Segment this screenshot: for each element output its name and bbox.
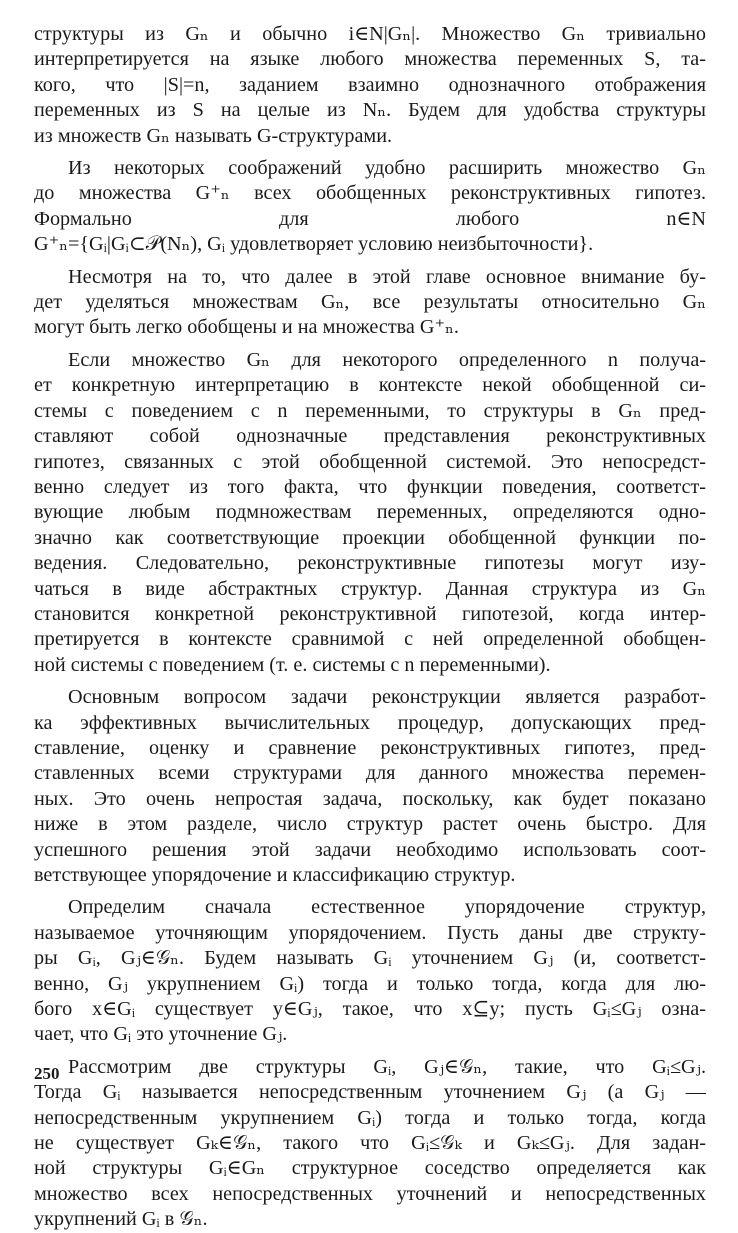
text-line: значно как соответствующие проекции обобщенной функции по-	[34, 526, 706, 549]
text-line: стемы с поведением с n переменными, то структуры в Gₙ пред-	[34, 399, 706, 422]
text-line: до множества G⁺ₙ всех обобщенных реконструктивных гипотез.	[34, 182, 706, 205]
text-line: венно, Gⱼ укрупнением Gᵢ) тогда и только тогда, когда для лю-	[34, 972, 706, 995]
text-line: чаться в виде абстрактных структур. Данная структура из Gₙ	[34, 577, 706, 600]
paragraph	[34, 895, 706, 1047]
text-line: укрупнений Gᵢ в 𝒢ₙ.	[34, 1208, 208, 1231]
text-line: гипотез, связанных с этой обобщенной системой. Это непосредст-	[34, 450, 706, 473]
paragraph	[34, 348, 706, 678]
text-line: бого x∈Gᵢ существует y∈Gⱼ, такое, что x⊆y; пусть Gᵢ≤Gⱼ озна-	[34, 998, 706, 1021]
text-line: Формально для любого n∈N	[34, 207, 706, 230]
text-line: ка эффективных вычислительных процедур, допускающих пред-	[34, 711, 706, 734]
text-line: непосредственным укрупнением Gᵢ) тогда и только тогда, когда	[34, 1106, 706, 1129]
text-line: успешного решения этой задачи необходимо использовать соот-	[34, 838, 706, 861]
text-line: Основным вопросом задачи реконструкции является разработ-	[68, 686, 706, 709]
text-line: Тогда Gᵢ называется непосредственным уточнением Gⱼ (а Gⱼ —	[34, 1081, 706, 1104]
text-line: Из некоторых соображений удобно расширить множество Gₙ	[68, 157, 706, 180]
text-line: становится конкретной реконструктивной гипотезой, когда интер-	[34, 602, 706, 625]
text-line: ной системы с поведением (т. е. системы с n переменными).	[34, 653, 551, 676]
text-line: структуры из Gₙ и обычно i∈N|Gₙ|. Множество Gₙ тривиально	[34, 23, 706, 45]
text-line: переменных из S на целые из Nₙ. Будем для удобства структуры	[34, 99, 706, 122]
text-line: ных. Это очень непростая задача, поскольку, как будет показано	[34, 787, 706, 810]
text-line: G⁺ₙ={Gᵢ|Gᵢ⊂𝒫(Nₙ), Gᵢ удовлетворяет условию неизбыточности}.	[34, 233, 594, 256]
text-line: ставление, оценку и сравнение реконструктивных гипотез, пред-	[34, 736, 706, 759]
text-line: кого, что |S|=n, заданием взаимно однозначного отображения	[34, 73, 706, 96]
text-line: вующие любым подмножествам переменных, определяются одно-	[34, 501, 706, 524]
text-line: ставленных всеми структурами для данного множества перемен-	[34, 762, 706, 785]
paragraph	[34, 156, 706, 258]
text-line: интерпретируется на языке любого множества переменных S, та-	[34, 48, 706, 71]
text-line: ной структуры Gᵢ∈Gₙ структурное соседство определяется как	[34, 1157, 706, 1180]
text-line: Если множество Gₙ для некоторого определенного n получа-	[68, 348, 706, 371]
text-line: ветствующее упорядочение и классификацию структур.	[34, 864, 516, 886]
text-line: ставляют собой однозначные представления реконструктивных	[34, 425, 706, 448]
text-line: ведения. Следовательно, реконструктивные гипотезы могут изу-	[34, 552, 706, 575]
text-line: Несмотря на то, что далее в этой главе основное внимание бу-	[68, 265, 706, 288]
text-line: венно следует из того факта, что функции поведения, соответст-	[34, 475, 706, 498]
text-line: могут быть легко обобщены и на множества G⁺ₙ.	[34, 316, 459, 339]
text-line: ет конкретную интерпретацию в контексте некой обобщенной си-	[34, 374, 706, 397]
text-line: ниже в этом разделе, число структур растет очень быстро. Для	[34, 813, 706, 836]
paragraph	[34, 685, 706, 888]
paragraph	[34, 265, 706, 341]
text-line: называемое уточняющим упорядочением. Пусть даны две структу-	[34, 921, 706, 944]
page-number: 250	[34, 1064, 60, 1083]
paragraph	[34, 1055, 706, 1233]
body-text	[34, 22, 706, 1233]
text-line: множество всех непосредственных уточнений и непосредственных	[34, 1182, 706, 1205]
text-line: ры Gᵢ, Gⱼ∈𝒢ₙ. Будем называть Gᵢ уточнением Gⱼ (и, соответст-	[34, 947, 706, 970]
text-line: Рассмотрим две структуры Gᵢ, Gⱼ∈𝒢ₙ, такие, что Gᵢ≤Gⱼ.	[68, 1055, 706, 1078]
paragraph	[34, 22, 706, 149]
text-line: чает, что Gᵢ это уточнение Gⱼ.	[34, 1023, 288, 1046]
text-line: из множеств Gₙ называть G-структурами.	[34, 124, 393, 147]
text-line: Определим сначала естественное упорядочение структур,	[68, 896, 706, 919]
text-line: претируется в контексте сравнимой с ней определенной обобщен-	[34, 628, 706, 651]
text-line: не существует Gₖ∈𝒢ₙ, такого что Gᵢ≤𝒢ₖ и Gₖ≤Gⱼ. Для задан-	[34, 1132, 706, 1155]
text-line: дет уделяться множествам Gₙ, все результаты относительно Gₙ	[34, 291, 706, 314]
